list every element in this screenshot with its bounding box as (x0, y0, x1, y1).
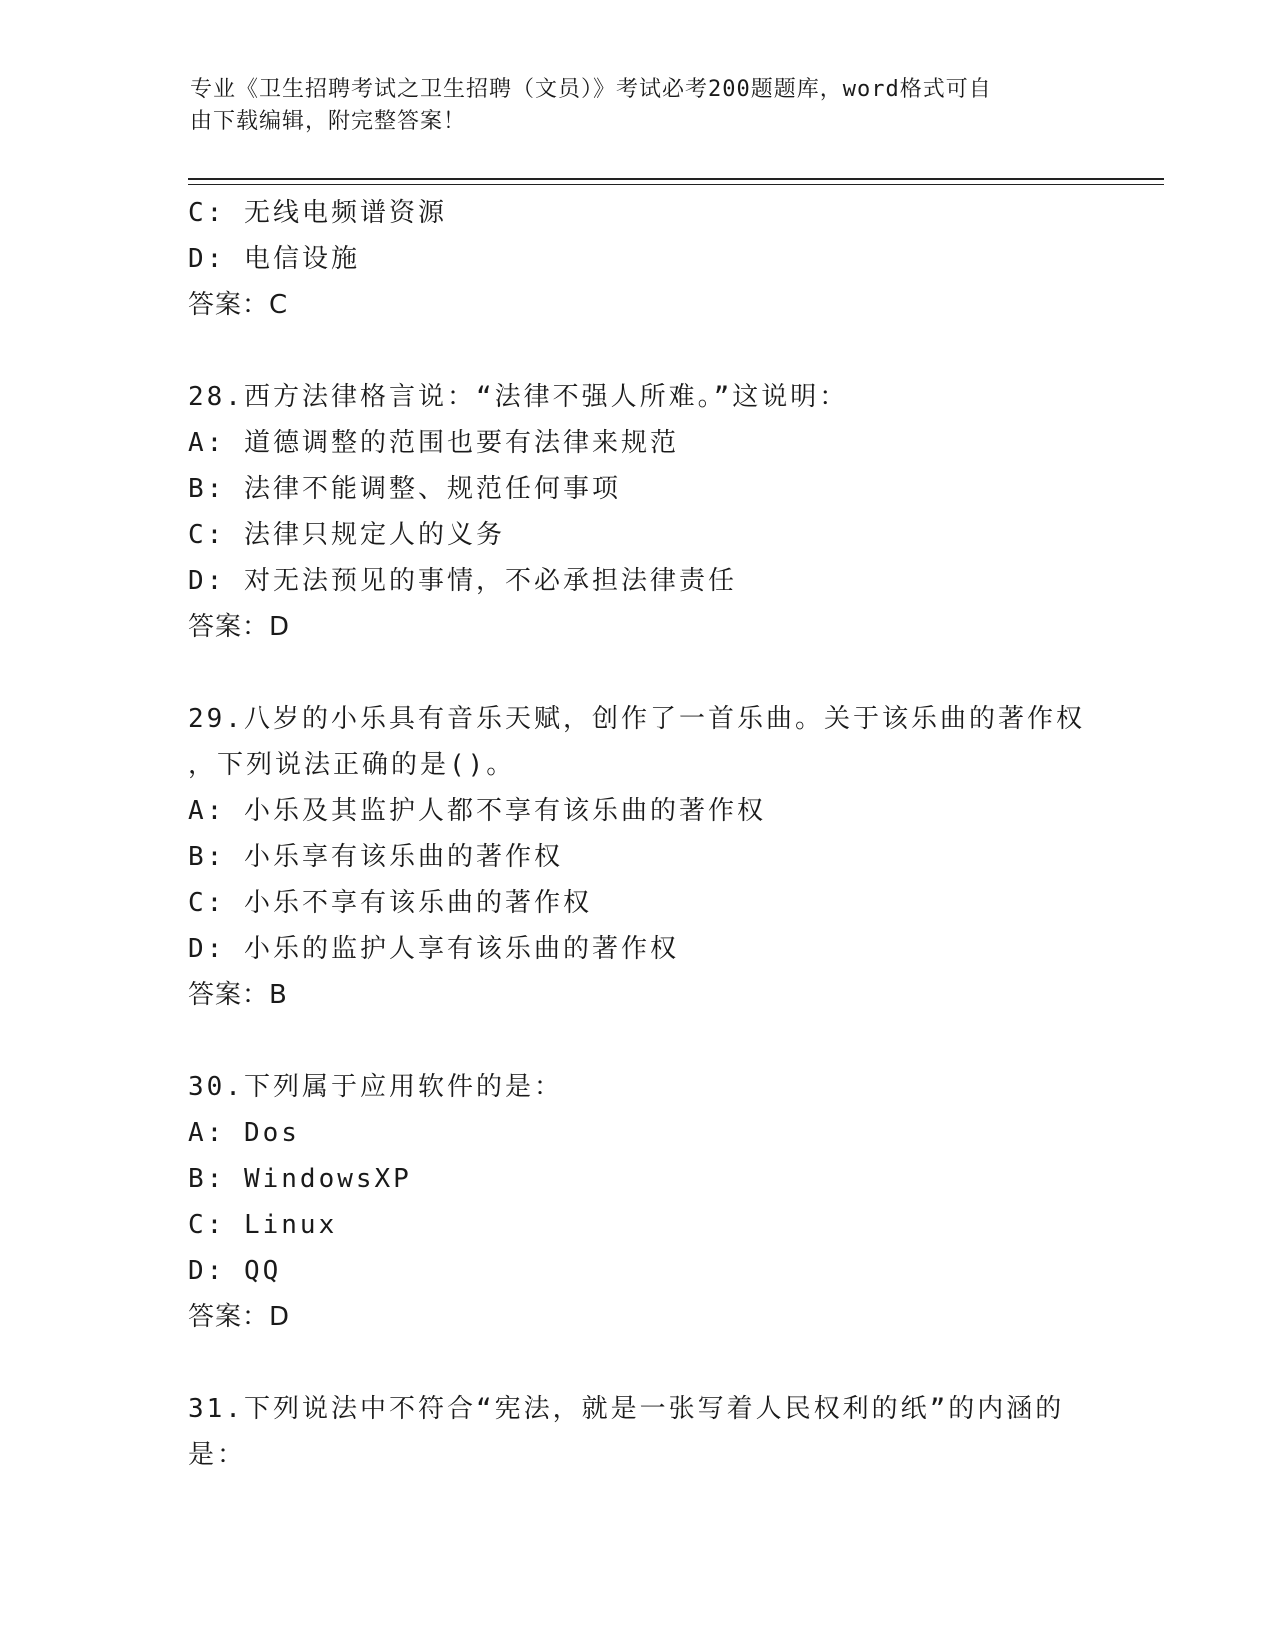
question-29 (188, 696, 1088, 1018)
header-divider-thick (188, 178, 1164, 180)
question-27-tail (188, 190, 1088, 328)
spacer (188, 1340, 1088, 1386)
option-a: A: Dos (188, 1118, 300, 1148)
option-d: D: 电信设施 (188, 244, 360, 274)
question-stem-line-2: 是： (188, 1440, 247, 1470)
answer: 答案：D (188, 1302, 291, 1332)
spacer (188, 328, 1088, 374)
spacer (188, 1018, 1088, 1064)
question-stem-line-2: ，下列说法正确的是()。 (188, 750, 516, 780)
question-stem: 28.西方法律格言说：“法律不强人所难。”这说明： (188, 382, 849, 412)
document-header (190, 74, 1090, 138)
header-divider-thin (188, 184, 1164, 185)
option-c: C: 法律只规定人的义务 (188, 520, 505, 550)
option-d: D: QQ (188, 1256, 282, 1286)
header-line-2: 由下载编辑，附完整答案！ (190, 109, 467, 134)
question-28 (188, 374, 1088, 650)
option-c: C: Linux (188, 1210, 338, 1240)
option-c: C: 无线电频谱资源 (188, 198, 447, 228)
option-b: B: 小乐享有该乐曲的著作权 (188, 842, 563, 872)
question-list (188, 190, 1088, 1478)
spacer (188, 650, 1088, 696)
answer: 答案：B (188, 980, 288, 1010)
option-d: D: 小乐的监护人享有该乐曲的著作权 (188, 934, 679, 964)
option-b: B: WindowsXP (188, 1164, 412, 1194)
option-a: A: 道德调整的范围也要有法律来规范 (188, 428, 679, 458)
header-line-1: 专业《卫生招聘考试之卫生招聘（文员）》考试必考200题题库，word格式可自 (190, 77, 992, 102)
question-stem-line-1: 29.八岁的小乐具有音乐天赋，创作了一首乐曲。关于该乐曲的著作权 (188, 704, 1085, 734)
question-31 (188, 1386, 1088, 1478)
option-d: D: 对无法预见的事情，不必承担法律责任 (188, 566, 737, 596)
answer: 答案：D (188, 612, 291, 642)
question-30 (188, 1064, 1088, 1340)
option-b: B: 法律不能调整、规范任何事项 (188, 474, 621, 504)
question-stem: 30.下列属于应用软件的是： (188, 1072, 563, 1102)
answer: 答案：C (188, 290, 289, 320)
question-stem-line-1: 31.下列说法中不符合“宪法，就是一张写着人民权利的纸”的内涵的 (188, 1394, 1065, 1424)
option-c: C: 小乐不享有该乐曲的著作权 (188, 888, 592, 918)
option-a: A: 小乐及其监护人都不享有该乐曲的著作权 (188, 796, 766, 826)
